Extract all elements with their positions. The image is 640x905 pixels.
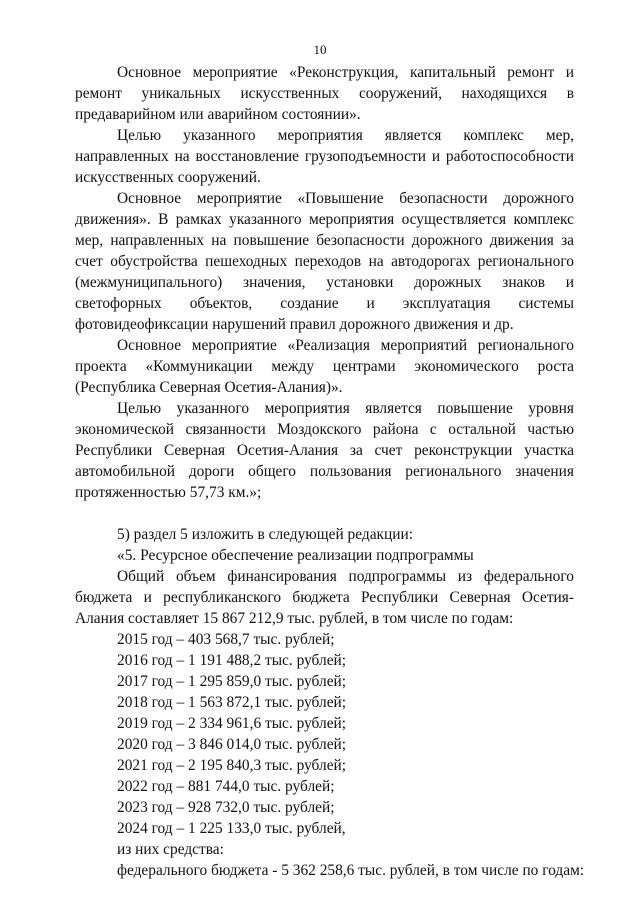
- year-line-2023: 2023 год – 928 732,0 тыс. рублей;: [117, 799, 335, 816]
- year-line-2020: 2020 год – 3 846 014,0 тыс. рублей;: [117, 736, 347, 753]
- paragraph-regional-project-goal: Целью указанного мероприятия является повышение уровня экономической связанности Моздокского района с остальной частью Республики Северная Осетия-Алания за счет реконструкции участка автомобильной дороги общего пользования регионального значения протяженностью 57,73 км.»;: [75, 400, 574, 501]
- paragraph-reconstruction-goal: Целью указанного мероприятия является комплекс мер, направленных на восстановление грузоподъемности и работоспособности искусственных сооружений.: [75, 127, 574, 186]
- section-instruction: 5) раздел 5 изложить в следующей редакции:: [117, 526, 413, 543]
- year-line-2019: 2019 год – 2 334 961,6 тыс. рублей;: [117, 715, 347, 732]
- section-heading: «5. Ресурсное обеспечение реализации подпрограммы: [117, 547, 474, 564]
- paragraph-regional-project-measure: Основное мероприятие «Реализация мероприятий регионального проекта «Коммуникации между центрами экономического роста (Республика Северная Осетия-Алания)».: [75, 337, 574, 396]
- year-line-2021: 2021 год – 2 195 840,3 тыс. рублей;: [117, 757, 347, 774]
- page-number: 10: [313, 42, 327, 57]
- year-line-2018: 2018 год – 1 563 872,1 тыс. рублей;: [117, 694, 347, 711]
- spacer: [75, 503, 574, 524]
- year-line-2016: 2016 год – 1 191 488,2 тыс. рублей;: [117, 652, 347, 669]
- paragraph-reconstruction-measure: Основное мероприятие «Реконструкция, капитальный ремонт и ремонт уникальных искусственных сооружений, находящихся в предаварийном или аварийном состоянии».: [75, 64, 574, 123]
- paragraph-road-safety-measure: Основное мероприятие «Повышение безопасности дорожного движения». В рамках указанного мероприятия осуществляется комплекс мер, направленных на повышение безопасности дорожного движения за счет обустройства пешеходных переходов на автодорогах регионального (межмуниципального) значения, установки дорожных знаков и светофорных объектов, создание и эксплуатация системы фотовидеофиксации нарушений правил дорожного движения и др.: [75, 190, 574, 333]
- federal-budget-line: федерального бюджета - 5 362 258,6 тыс. рублей, в том числе по годам:: [117, 862, 585, 879]
- of-which-line: из них средства:: [117, 841, 224, 858]
- year-line-2015: 2015 год – 403 568,7 тыс. рублей;: [117, 631, 335, 648]
- year-line-2022: 2022 год – 881 744,0 тыс. рублей;: [117, 778, 335, 795]
- document-body: [75, 62, 585, 881]
- financing-intro: Общий объем финансирования подпрограммы из федерального бюджета и республиканского бюджета Республики Северная Осетия-Алания составляет 15 867 212,9 тыс. рублей, в том числе по годам:: [75, 568, 574, 627]
- year-line-2024: 2024 год – 1 225 133,0 тыс. рублей,: [117, 820, 346, 837]
- year-line-2017: 2017 год – 1 295 859,0 тыс. рублей;: [117, 673, 347, 690]
